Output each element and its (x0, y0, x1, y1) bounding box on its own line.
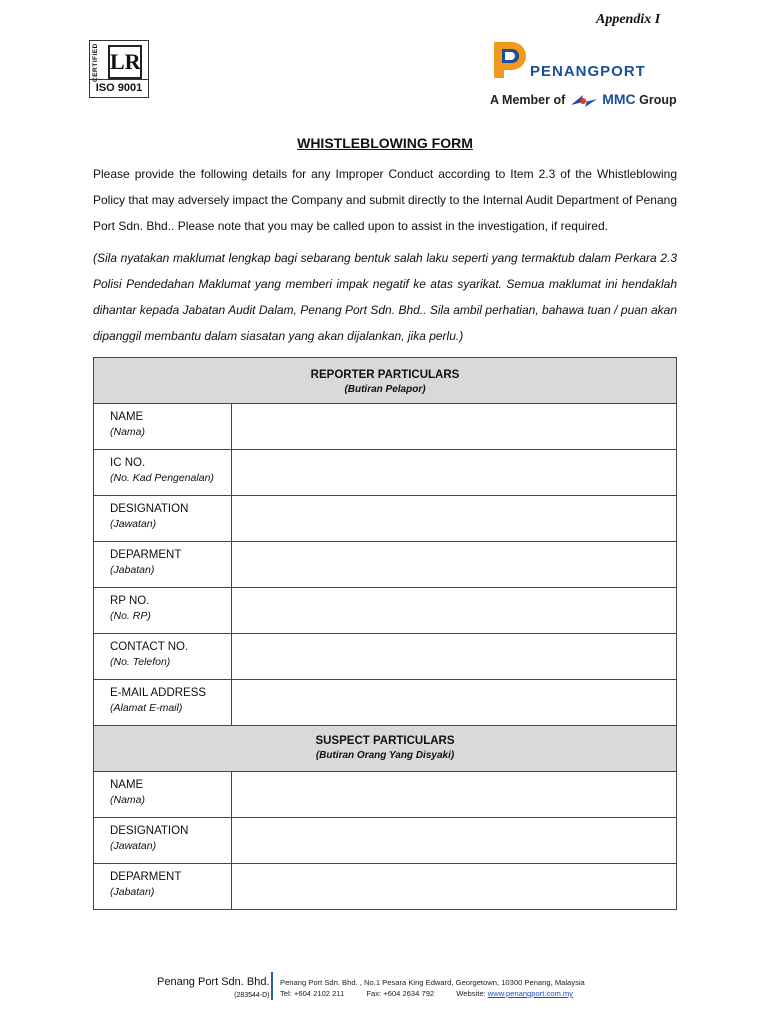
reporter-heading-ms: (Butiran Pelapor) (344, 384, 426, 395)
suspect-heading-ms: (Butiran Orang Yang Disyaki) (315, 750, 455, 761)
lr-mark: LR (108, 45, 142, 79)
footer-website-link[interactable]: www.penangport.com.my (487, 989, 574, 998)
footer-company-block (157, 976, 270, 999)
reporter-row-contact (94, 634, 677, 680)
brand-name: PENANGPORT (530, 63, 646, 80)
form-title: WHISTLEBLOWING FORM (297, 135, 473, 151)
iso-standard: ISO 9001 (90, 79, 148, 96)
field-label-ms: (Jawatan) (110, 518, 157, 530)
field-label-ms: (Jawatan) (110, 840, 157, 852)
suspect-section-header (94, 726, 677, 772)
field-label: DESIGNATION (110, 503, 189, 515)
iso-certification-logo (89, 40, 149, 98)
field-label-ms: (No. RP) (110, 610, 151, 622)
reporter-row-name (94, 404, 677, 450)
reporter-row-designation (94, 496, 677, 542)
field-label-ms: (No. Kad Pengenalan) (110, 472, 214, 484)
field-label-ms: (Jabatan) (110, 886, 155, 898)
footer-divider (271, 972, 273, 1000)
field-label: E-MAIL ADDRESS (110, 687, 207, 699)
field-label: NAME (110, 411, 144, 423)
intro-malay: (Sila nyatakan maklumat lengkap bagi sebarang bentuk salah laku seperti yang termaktub dalam Perkara 2.3 Polisi Pendedahan Maklumat yang memberi impak negatif ke atas syarikat. Semua maklumat ini hendaklah dihantar kepada Jabatan Audit Dalam, Penang Port Sdn. Bhd.. Sila ambil perhatian, bahawa tuan / puan akan dipanggil membantu dalam siasatan yang akan dijalankan, jika perlu.) (93, 251, 677, 343)
suspect-row-name (94, 772, 677, 818)
suspect-row-department (94, 864, 677, 910)
field-label: RP NO. (110, 595, 150, 607)
suspect-designation-input[interactable] (232, 818, 677, 864)
suspect-row-designation (94, 818, 677, 864)
reporter-ic-input[interactable] (232, 450, 677, 496)
reporter-designation-input[interactable] (232, 496, 677, 542)
field-label-ms: (No. Telefon) (110, 656, 171, 668)
reporter-section-header (94, 358, 677, 404)
reporter-heading: REPORTER PARTICULARS (310, 369, 460, 381)
field-label-ms: (Nama) (110, 426, 146, 438)
field-label-ms: (Nama) (110, 794, 146, 806)
field-label: IC NO. (110, 457, 146, 469)
whistleblowing-form-table (93, 357, 677, 910)
field-label: NAME (110, 779, 144, 791)
reporter-row-ic (94, 450, 677, 496)
suspect-heading: SUSPECT PARTICULARS (315, 735, 455, 747)
field-label: CONTACT NO. (110, 641, 189, 653)
footer-address: Penang Port Sdn. Bhd. , No.1 Pesara King Edward, Georgetown, 10300 Penang, Malaysia (280, 978, 585, 987)
field-label-ms: (Jabatan) (110, 564, 155, 576)
member-prefix: A Member of (490, 93, 566, 107)
mmc-star-icon (569, 93, 599, 109)
reporter-row-email (94, 680, 677, 726)
footer-company: Penang Port Sdn. Bhd. (157, 976, 270, 988)
reporter-row-department (94, 542, 677, 588)
field-label: DEPARMENT (110, 871, 182, 883)
group-suffix: Group (639, 93, 677, 107)
footer-contact-block (280, 977, 585, 999)
penangport-p-icon (490, 38, 530, 80)
footer-reg-no: (283544-D) (234, 992, 270, 999)
group-name: MMC (602, 91, 636, 107)
footer-website-label: Website: (456, 989, 486, 998)
member-of-line (490, 91, 677, 109)
field-label: DEPARMENT (110, 549, 182, 561)
field-label-ms: (Alamat E-mail) (110, 702, 183, 714)
appendix-label: Appendix I (596, 12, 661, 27)
reporter-email-input[interactable] (232, 680, 677, 726)
reporter-department-input[interactable] (232, 542, 677, 588)
reporter-contact-input[interactable] (232, 634, 677, 680)
suspect-name-input[interactable] (232, 772, 677, 818)
reporter-row-rp (94, 588, 677, 634)
suspect-department-input[interactable] (232, 864, 677, 910)
reporter-name-input[interactable] (232, 404, 677, 450)
footer-fax: Fax: +604 2634 792 (366, 989, 435, 998)
reporter-rp-input[interactable] (232, 588, 677, 634)
certified-text: CERTIFIED (92, 43, 99, 82)
field-label: DESIGNATION (110, 825, 189, 837)
intro-english: Please provide the following details for any Improper Conduct according to Item 2.3 of the Whistleblowing Policy that may adversely impact the Company and submit directly to the Internal Audit Department of Penang Port Sdn. Bhd.. Please note that you may be called upon to assist in the investigation, if required. (93, 167, 677, 233)
footer-tel: Tel: +604 2102 211 (280, 989, 345, 998)
